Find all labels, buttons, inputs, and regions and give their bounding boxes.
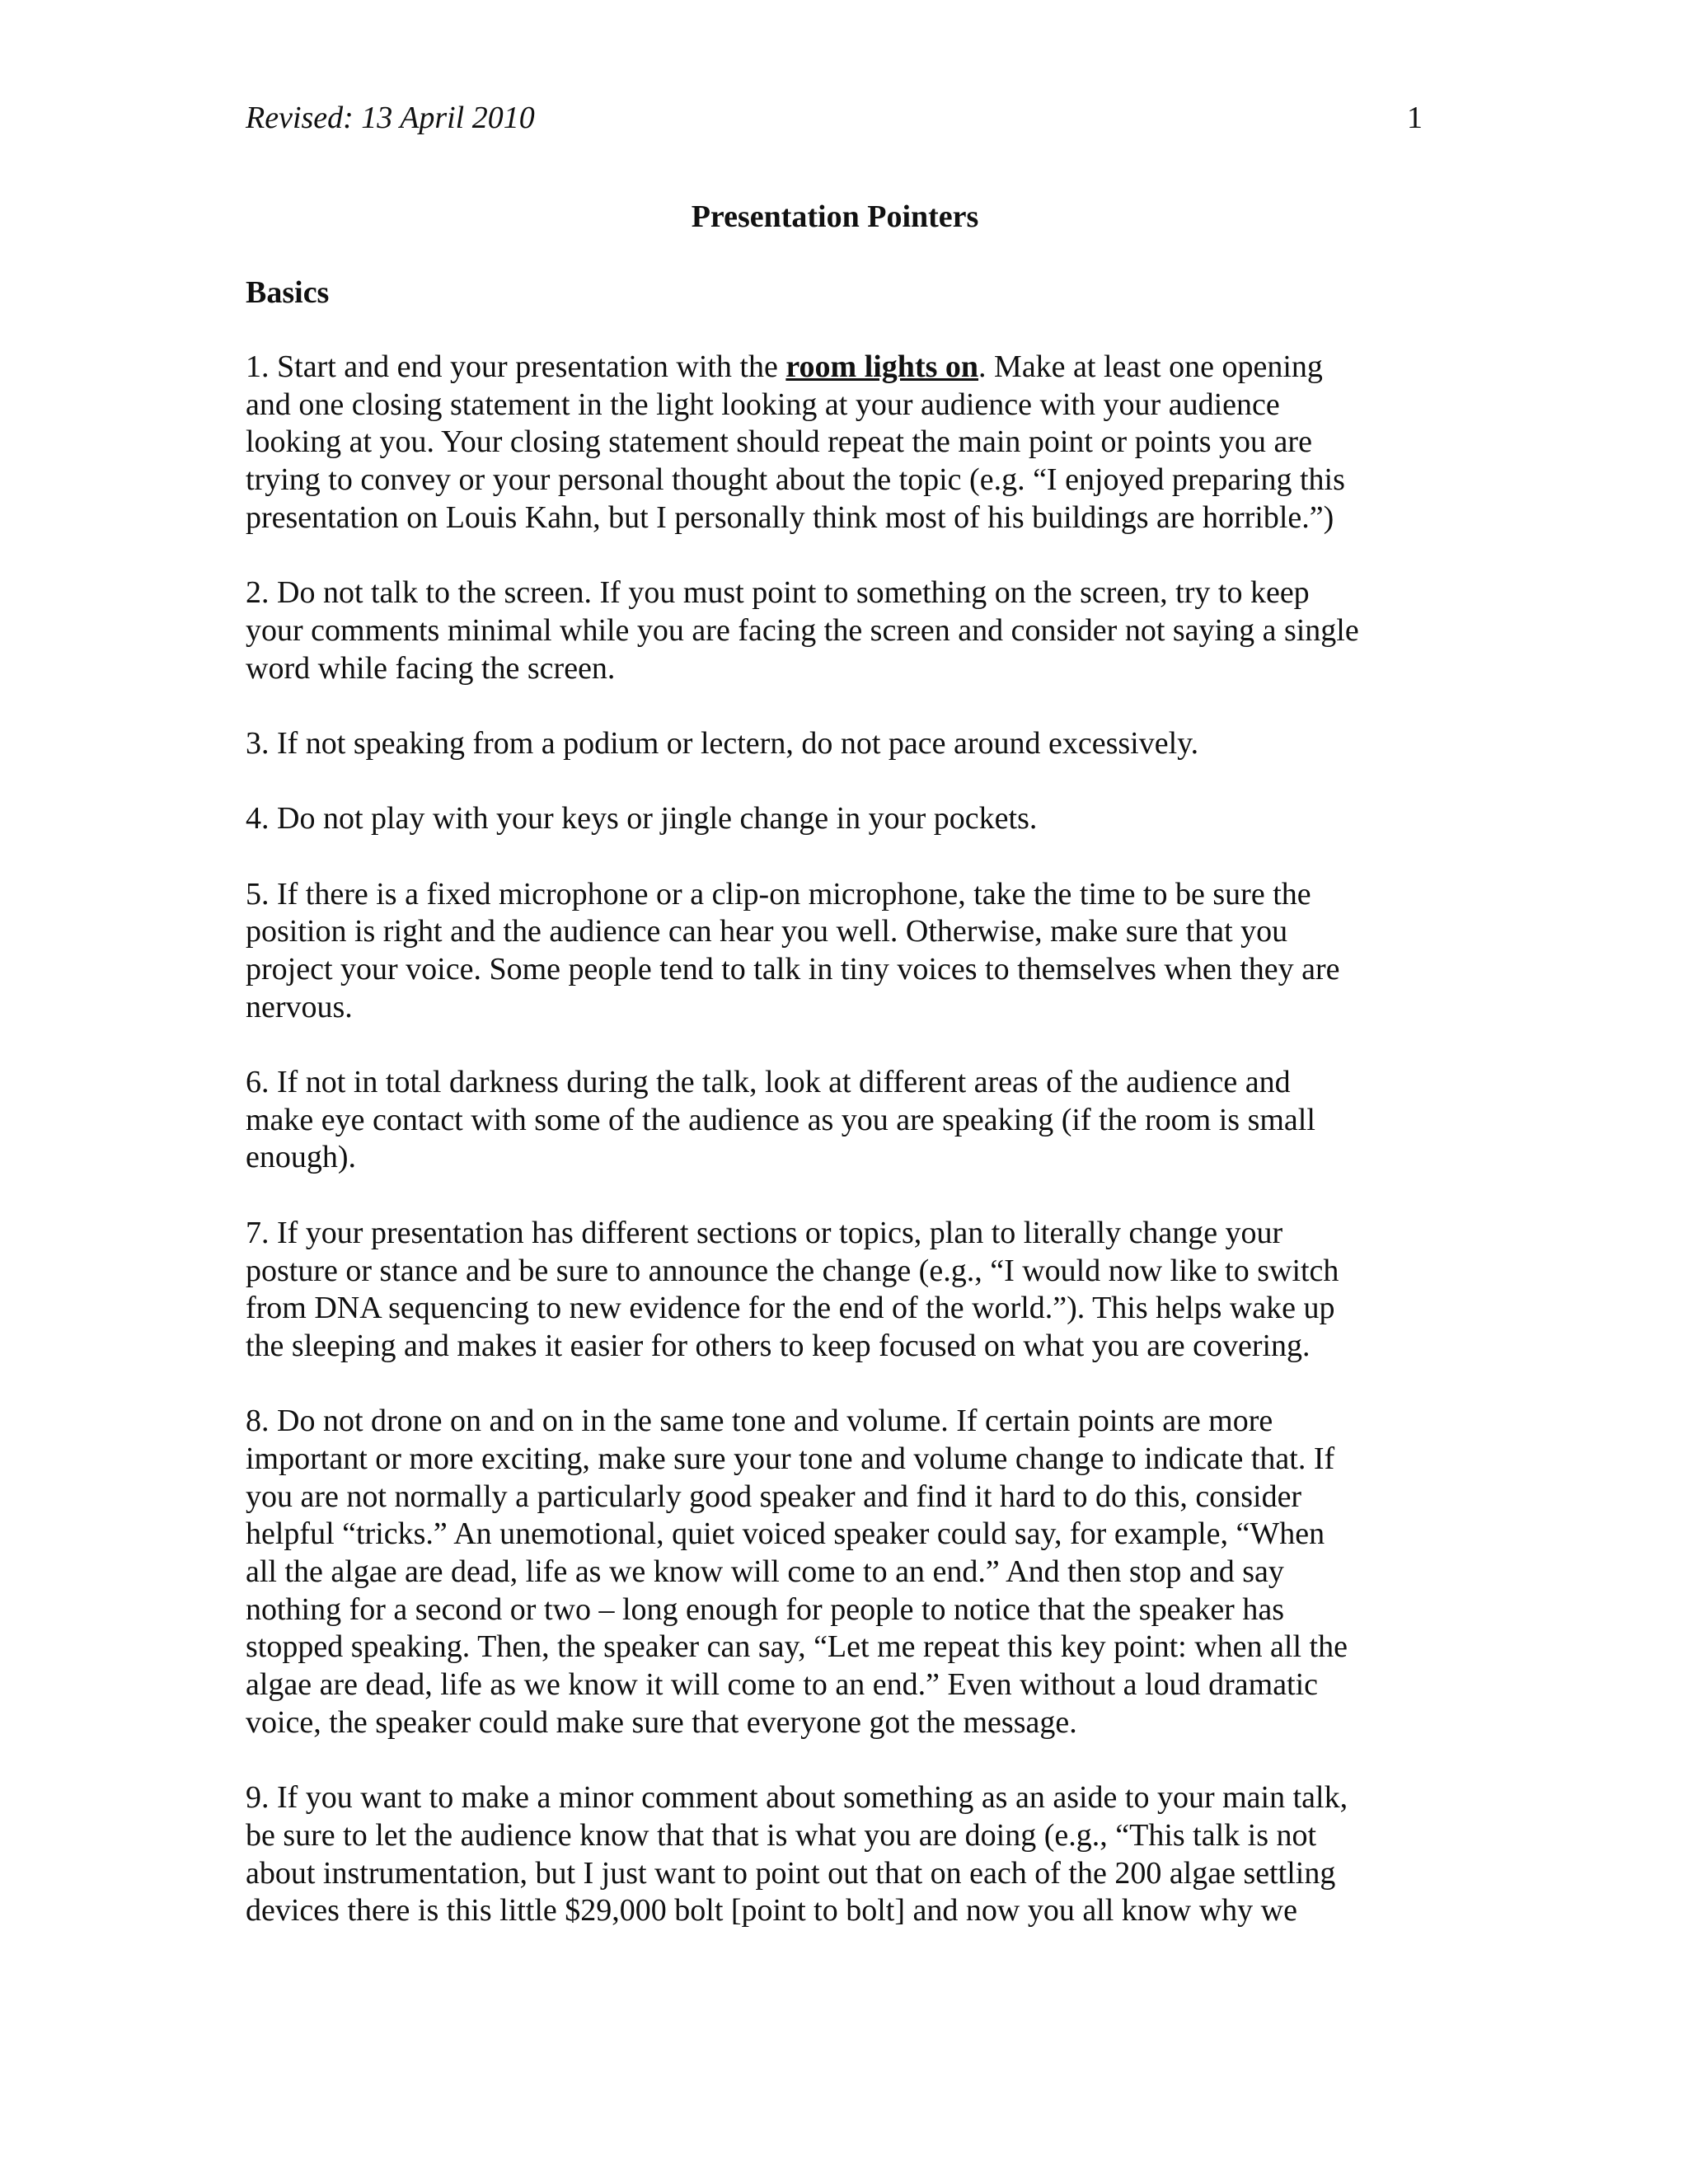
paragraph-8-line-9: voice, the speaker could make sure that everyone got the message. <box>246 1704 1077 1740</box>
paragraph-7-line-1: 7. If your presentation has different sections or topics, plan to literally change your <box>246 1215 1283 1250</box>
page-number: 1 <box>1407 101 1423 135</box>
paragraph-5-line-1: 5. If there is a fixed microphone or a clip-on microphone, take the time to be sure the <box>246 876 1311 912</box>
paragraph-1 <box>246 349 1432 537</box>
paragraph-5-line-4: nervous. <box>246 989 353 1024</box>
paragraph-7-line-3: from DNA sequencing to new evidence for the end of the world.”). This helps wake up <box>246 1291 1335 1326</box>
paragraph-9-line-3: about instrumentation, but I just want to point out that on each of the 200 algae settling <box>246 1855 1336 1891</box>
paragraph-4 <box>246 800 1432 838</box>
paragraph-9-line-1: 9. If you want to make a minor comment about something as an aside to your main talk, <box>246 1780 1348 1816</box>
paragraph-1-text-start: 1. Start and end your presentation with the <box>246 349 786 384</box>
paragraph-6-line-1: 6. If not in total darkness during the talk, look at different areas of the audience and <box>246 1065 1291 1100</box>
paragraph-1-line-1 <box>246 349 1432 387</box>
paragraph-1-text-end: . Make at least one opening <box>978 349 1323 384</box>
section-heading-basics: Basics <box>246 275 330 310</box>
paragraph-5-line-2: position is right and the audience can hear you well. Otherwise, make sure that you <box>246 914 1288 949</box>
paragraph-6 <box>246 1064 1432 1177</box>
page-header <box>246 97 1423 138</box>
room-lights-on-emphasis: room lights on <box>785 349 979 384</box>
paragraph-5 <box>246 876 1432 1027</box>
paragraph-1-line-4: trying to convey or your personal thought about the topic (e.g. “I enjoyed preparing this <box>246 462 1345 498</box>
paragraph-8 <box>246 1403 1432 1741</box>
paragraph-8-line-7: stopped speaking. Then, the speaker can say, “Let me repeat this key point: when all the <box>246 1629 1348 1665</box>
paragraph-7-line-2: posture or stance and be sure to announce the change (e.g., “I would now like to switch <box>246 1253 1339 1288</box>
revision-date: Revised: 13 April 2010 <box>246 101 535 135</box>
paragraph-8-line-5: all the algae are dead, life as we know will come to an end.” And then stop and say <box>246 1554 1284 1589</box>
paragraph-8-line-4: helpful “tricks.” An unemotional, quiet voiced speaker could say, for example, “When <box>246 1516 1325 1552</box>
paragraph-1-line-3: looking at you. Your closing statement should repeat the main point or points you are <box>246 424 1312 460</box>
paragraph-8-line-6: nothing for a second or two – long enough for people to notice that the speaker has <box>246 1591 1284 1627</box>
paragraph-8-line-1: 8. Do not drone on and on in the same tone and volume. If certain points are more <box>246 1404 1273 1439</box>
paragraph-1-line-2: and one closing statement in the light looking at your audience with your audience <box>246 387 1280 422</box>
paragraph-2-line-3: word while facing the screen. <box>246 650 616 686</box>
paragraph-7-line-4: the sleeping and makes it easier for others to keep focused on what you are covering. <box>246 1328 1311 1363</box>
paragraph-4-line-1: 4. Do not play with your keys or jingle change in your pockets. <box>246 801 1038 837</box>
document-title: Presentation Pointers <box>691 199 979 234</box>
document-body <box>246 349 1432 1968</box>
paragraph-9-line-2: be sure to let the audience know that that is what you are doing (e.g., “This talk is not <box>246 1817 1317 1853</box>
paragraph-9 <box>246 1779 1432 1930</box>
paragraph-3-line-1: 3. If not speaking from a podium or lectern, do not pace around excessively. <box>246 725 1199 761</box>
paragraph-1-line-5: presentation on Louis Kahn, but I personally think most of his buildings are horrible.”) <box>246 499 1334 535</box>
paragraph-7 <box>246 1215 1432 1366</box>
paragraph-9-line-4: devices there is this little $29,000 bolt [point to bolt] and now you all know why we <box>246 1893 1297 1929</box>
paragraph-2 <box>246 574 1432 687</box>
paragraph-3 <box>246 725 1432 763</box>
paragraph-2-line-2: your comments minimal while you are facing the screen and consider not saying a single <box>246 612 1359 648</box>
paragraph-8-line-2: important or more exciting, make sure your tone and volume change to indicate that. If <box>246 1441 1335 1476</box>
paragraph-2-line-1: 2. Do not talk to the screen. If you must point to something on the screen, try to keep <box>246 575 1310 611</box>
paragraph-5-line-3: project your voice. Some people tend to talk in tiny voices to themselves when they are <box>246 952 1340 987</box>
paragraph-8-line-8: algae are dead, life as we know it will come to an end.” Even without a loud dramatic <box>246 1667 1319 1703</box>
paragraph-6-line-2: make eye contact with some of the audience as you are speaking (if the room is small <box>246 1102 1315 1137</box>
paragraph-8-line-3: you are not normally a particularly good speaker and find it hard to do this, consider <box>246 1479 1302 1514</box>
paragraph-6-line-3: enough). <box>246 1140 357 1175</box>
